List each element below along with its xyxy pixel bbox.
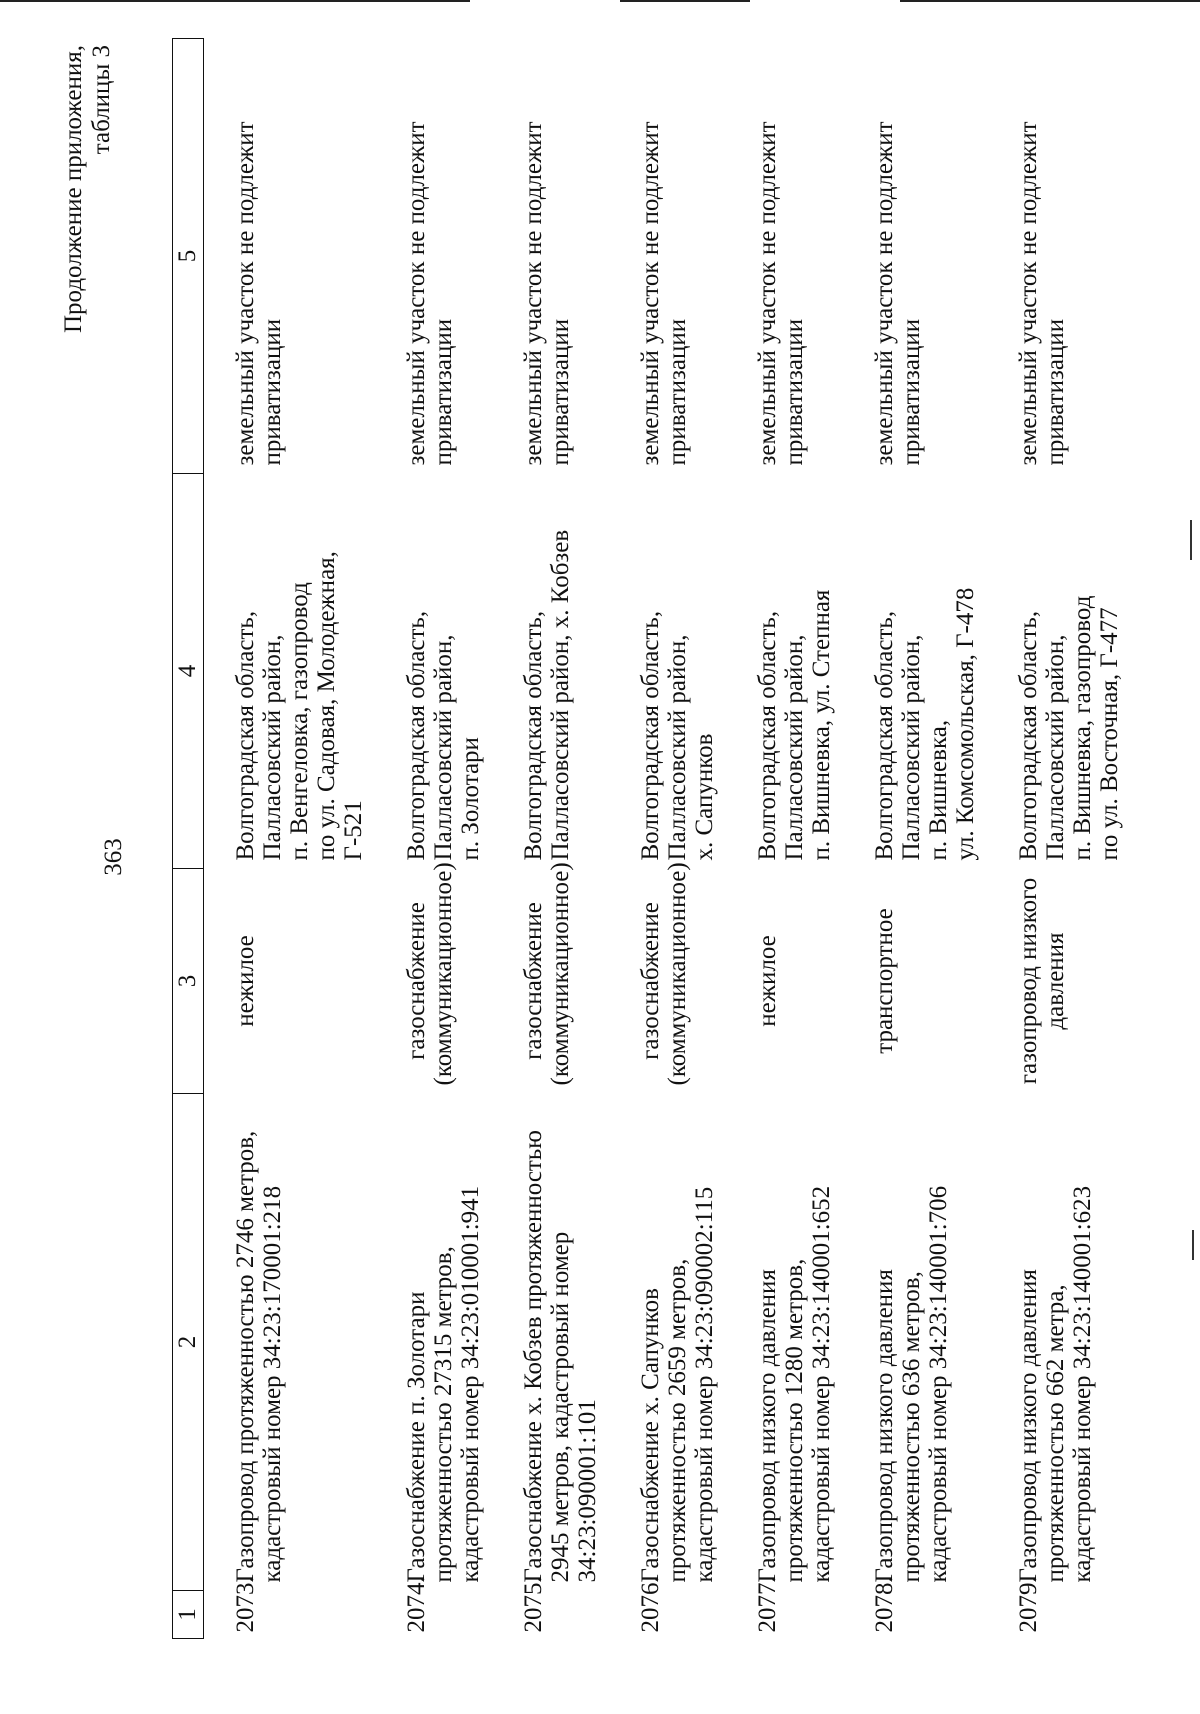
cell-line: Газоснабжение х. Сапунков: [637, 1288, 664, 1583]
purpose-cell: [500, 862, 617, 1094]
cell-line: Газопровод низкого давления: [1015, 1269, 1042, 1583]
cell-line: кадастровый номер 34:23:010001:941: [457, 1185, 484, 1583]
cell-line: приватизации: [430, 318, 457, 466]
address-cell: [851, 474, 995, 869]
address-cell: [617, 474, 734, 869]
cell-line: протяженностью 1280 метров,: [781, 1258, 808, 1583]
row-number: 2078.: [871, 1576, 898, 1633]
table-row: [734, 39, 851, 1639]
cell-line: земельный участок не подлежит: [232, 121, 259, 466]
continuation-title: [60, 45, 116, 333]
cell-line: (коммуникационное): [547, 862, 574, 1086]
purpose-cell: [617, 862, 734, 1094]
address-cell: [204, 474, 384, 869]
object-name-cell: [500, 1094, 617, 1591]
cell-line: газопровод низкого: [1015, 877, 1042, 1085]
cell-line: давления: [1042, 932, 1069, 1030]
cell-line: протяженностью 2659 метров,: [664, 1258, 691, 1583]
cell-line: Г-521: [340, 800, 367, 861]
cell-line: протяженностью 636 метров,: [898, 1271, 925, 1583]
purpose-cell: [204, 869, 384, 1094]
address-cell: [995, 474, 1139, 869]
cell-line: Газопровод низкого давления: [754, 1269, 781, 1583]
cell-line: Волгоградская область,: [1015, 610, 1042, 861]
column-header: 4: [173, 474, 204, 869]
cell-line: Палласовский район,: [430, 634, 457, 861]
cell-line: земельный участок не подлежит: [403, 121, 430, 466]
column-header: 3: [173, 869, 204, 1094]
cell-line: приватизации: [781, 318, 808, 466]
cell-line: по ул. Восточная, Г-477: [1096, 607, 1123, 861]
cell-line: земельный участок не подлежит: [637, 121, 664, 466]
object-name-cell: [204, 1094, 384, 1591]
row-number: 2076.: [637, 1576, 664, 1633]
cell-line: приватизации: [664, 318, 691, 466]
cell-line: 2945 метров, кадастровый номер: [547, 1231, 574, 1583]
table-row: [851, 39, 995, 1639]
row-number: 2075.: [520, 1576, 547, 1633]
cell-line: кадастровый номер 34:23:170001:218: [259, 1185, 286, 1583]
cell-line: газоснабжение: [637, 902, 664, 1060]
cell-line: Волгоградская область,: [754, 610, 781, 861]
cell-line: 34:23:090001:101: [574, 1399, 601, 1583]
cell-line: нежилое: [232, 935, 259, 1027]
cell-line: приватизации: [898, 318, 925, 466]
column-header: 5: [173, 39, 204, 474]
cell-line: (коммуникационное): [664, 862, 691, 1086]
purpose-cell: [383, 862, 500, 1094]
cell-line: п. Вишневка, ул. Степная: [808, 589, 835, 861]
row-number: 2073.: [232, 1576, 259, 1633]
cell-line: кадастровый номер 34:23:140001:623: [1069, 1185, 1096, 1583]
purpose-cell: [995, 869, 1139, 1094]
cell-line: Волгоградская область,: [520, 610, 547, 861]
cell-line: Волгоградская область,: [871, 610, 898, 861]
note-cell: [383, 39, 500, 474]
cell-line: Газоснабжение п. Золотари: [403, 1291, 430, 1583]
cell-line: транспортное: [871, 908, 898, 1054]
cell-line: Палласовский район,: [664, 634, 691, 861]
table-row: [617, 39, 734, 1639]
cell-line: кадастровый номер 34:23:090002:115: [691, 1186, 718, 1583]
note-cell: [995, 39, 1139, 474]
table-row: [204, 39, 384, 1639]
cell-line: земельный участок не подлежит: [520, 121, 547, 466]
cell-line: Палласовский район,: [1042, 634, 1069, 861]
row-number: 2077.: [754, 1576, 781, 1633]
purpose-cell: [734, 869, 851, 1094]
cell-line: п. Вишневка, газопровод: [1069, 595, 1096, 861]
table-row: [500, 39, 617, 1639]
address-cell: [383, 474, 500, 869]
table-body: [204, 39, 1140, 1639]
page-number: 363: [100, 838, 127, 876]
table-row: [383, 39, 500, 1639]
note-cell: [617, 39, 734, 474]
cell-line: кадастровый номер 34:23:140001:706: [925, 1185, 952, 1583]
header-row: [173, 39, 204, 1639]
cell-line: п. Вишневка,: [925, 719, 952, 861]
note-cell: [851, 39, 995, 474]
cell-line: земельный участок не подлежит: [1015, 121, 1042, 466]
cell-line: нежилое: [754, 935, 781, 1027]
cell-line: х. Сапунков: [691, 733, 718, 861]
cell-line: приватизации: [547, 318, 574, 466]
object-name-cell: [383, 1094, 500, 1591]
address-cell: [500, 474, 617, 869]
table-row: [995, 39, 1139, 1639]
object-name-cell: [851, 1094, 995, 1591]
cell-line: приватизации: [1042, 318, 1069, 466]
object-name-cell: [617, 1094, 734, 1591]
cell-line: Газопровод протяженностью 2746 метров,: [232, 1130, 259, 1583]
column-header: 2: [173, 1094, 204, 1591]
cell-line: Волгоградская область,: [637, 610, 664, 861]
cell-line: Газопровод низкого давления: [871, 1269, 898, 1583]
cell-line: земельный участок не подлежит: [871, 121, 898, 466]
cell-line: газоснабжение: [403, 902, 430, 1060]
cell-line: Палласовский район, х. Кобзев: [547, 529, 574, 861]
cell-line: п. Золотари: [457, 737, 484, 861]
continuation-title-line: таблицы 3: [88, 45, 115, 155]
row-number: 2079.: [1015, 1576, 1042, 1633]
object-name-cell: [995, 1094, 1139, 1591]
cell-line: Газоснабжение х. Кобзев протяженностью: [520, 1130, 547, 1583]
cell-line: ул. Комсомольская, Г-478: [952, 587, 979, 861]
note-cell: [204, 39, 384, 474]
note-cell: [500, 39, 617, 474]
property-table: [172, 38, 1139, 1639]
object-name-cell: [734, 1094, 851, 1591]
cell-line: протяженностью 27315 метров,: [430, 1246, 457, 1583]
cell-line: кадастровый номер 34:23:140001:652: [808, 1185, 835, 1583]
cell-line: Волгоградская область,: [232, 610, 259, 861]
note-cell: [734, 39, 851, 474]
cell-line: земельный участок не подлежит: [754, 121, 781, 466]
row-number: 2074.: [403, 1576, 430, 1633]
cell-line: по ул. Садовая, Молодежная,: [313, 551, 340, 861]
cell-line: Палласовский район,: [898, 634, 925, 861]
cell-line: Волгоградская область,: [403, 610, 430, 861]
cell-line: Палласовский район,: [781, 634, 808, 861]
address-cell: [734, 474, 851, 869]
cell-line: (коммуникационное): [430, 862, 457, 1086]
purpose-cell: [851, 869, 995, 1094]
cell-line: приватизации: [259, 318, 286, 466]
column-header: 1: [173, 1591, 204, 1639]
cell-line: газоснабжение: [520, 902, 547, 1060]
cell-line: Палласовский район,: [259, 634, 286, 861]
cell-line: п. Венгеловка, газопровод: [286, 582, 313, 861]
continuation-title-line: Продолжение приложения,: [60, 45, 87, 334]
cell-line: протяженностью 662 метра,: [1042, 1284, 1069, 1583]
